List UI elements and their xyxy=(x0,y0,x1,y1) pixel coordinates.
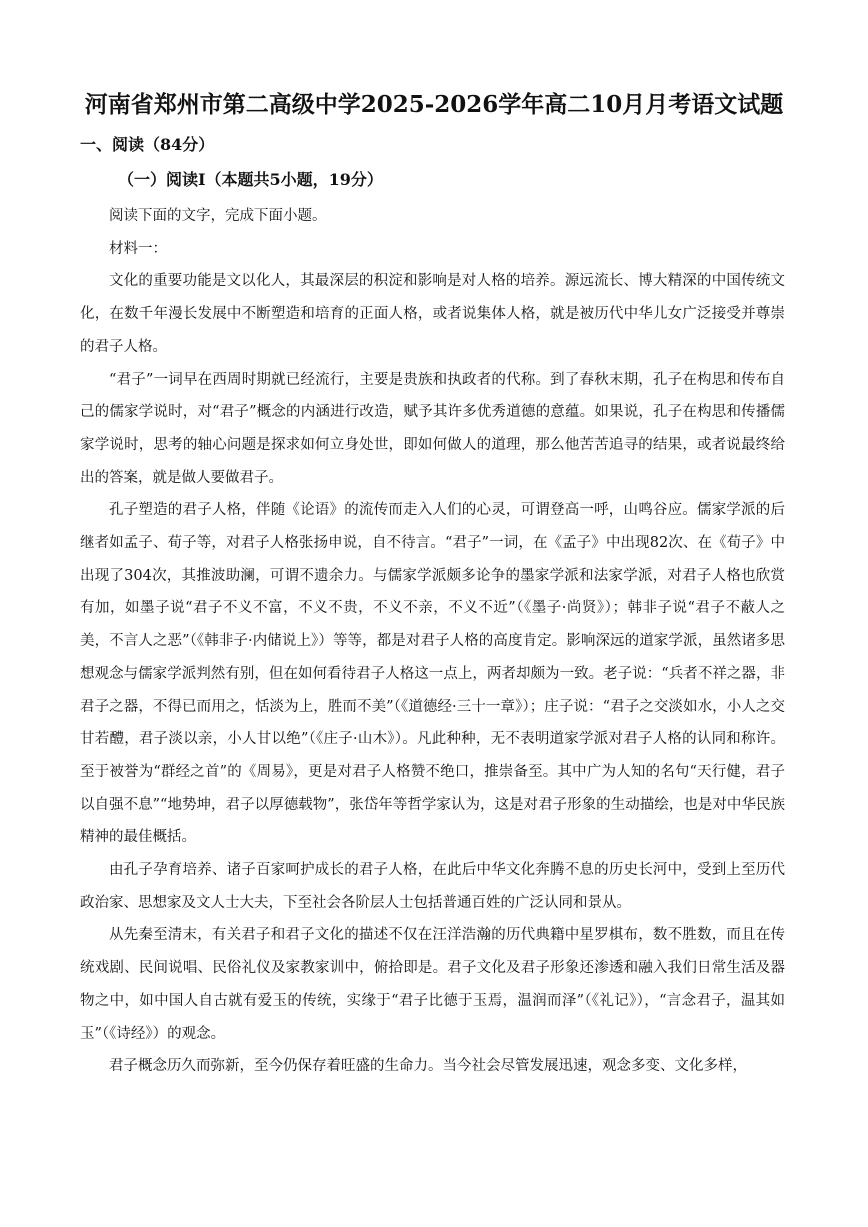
paragraph-6: 君子概念历久而弥新，至今仍保存着旺盛的生命力。当今社会尽管发展迅速，观念多变、文化多样， xyxy=(109,1058,747,1075)
paragraph-1: 文化的重要功能是文以化人，其最深层的积淀和影响是对人格的培养。源远流长、博大精深的中国传统文化，在数千年漫长发展中不断塑造和培育的正面人格，或者说集体人格，就是被历代中华儿女广泛接受并尊崇的君子人格。 xyxy=(80,273,785,355)
paragraph-3: 孔子塑造的君子人格，伴随《论语》的流传而走入人们的心灵，可谓登高一呼，山鸣谷应。儒家学派的后继者如孟子、荀子等，对君子人格张扬申说，自不待言。“君子”一词，在《孟子》中出现82次、在《荀子》中出现了304次，其推波助澜，可谓不遗余力。与儒家学派颇多论争的墨家学派和法家学派，对君子人格也欣赏有加，如墨子说“君子不义不富，不义不贵，不义不亲，不义不近”（《墨子·尚贤》）；韩非子说“君子不蔽人之美，不言人之恶”（《韩非子·内储说上》）等等，都是对君子人格的高度肯定。影响深远的道家学派，虽然诸多思想观念与儒家学派判然有别，但在如何看待君子人格这一点上，两者却颇为一致。老子说：“兵者不祥之器，非君子之器，不得已而用之，恬淡为上，胜而不美”（《道德经·三十一章》）；庄子说：“君子之交淡如水，小人之交甘若醴，君子淡以亲，小人甘以绝”（《庄子·山木》）。凡此种种，无不表明道家学派对君子人格的认同和称许。至于被誉为“群经之首”的《周易》，更是对君子人格赞不绝口，推崇备至。其中广为人知的名句“天行健，君子以自强不息”“地势坤，君子以厚德载物”，张岱年等哲学家认为，这是对君子形象的生动描绘，也是对中华民族精神的最佳概括。 xyxy=(80,502,785,846)
reading-passage xyxy=(80,200,785,1083)
section-heading: 一、阅读（84分） xyxy=(80,135,215,154)
page-title: 河南省郑州市第二高级中学2025-2026学年高二10月月考语文试题 xyxy=(84,91,784,118)
material-label: 材料一： xyxy=(109,240,167,257)
paragraph-2: “君子”一词早在西周时期就已经流行，主要是贵族和执政者的代称。到了春秋末期，孔子在构思和传布自己的儒家学说时，对“君子”概念的内涵进行改造，赋予其许多优秀道德的意蕴。如果说，孔子在构思和传播儒家学说时，思考的轴心问题是探求如何立身处世，即如何做人的道理，那么他苦苦追寻的结果，或者说最终给出的答案，就是做人要做君子。 xyxy=(80,371,785,486)
subsection-heading: （一）阅读Ⅰ（本题共5小题，19分） xyxy=(118,170,383,189)
paragraph-5: 从先秦至清末，有关君子和君子文化的描述不仅在汪洋浩瀚的历代典籍中星罗棋布，数不胜数，而且在传统戏剧、民间说唱、民俗礼仪及家教家训中，俯拾即是。君子文化及君子形象还渗透和融入我们日常生活及器物之中，如中国人自古就有爱玉的传统，实缘于“君子比德于玉焉，温润而泽”（《礼记》），“言念君子，温其如玉”（《诗经》）的观念。 xyxy=(80,927,785,1042)
instruction-text: 阅读下面的文字，完成下面小题。 xyxy=(109,208,327,224)
paragraph-4: 由孔子孕育培养、诸子百家呵护成长的君子人格，在此后中华文化奔腾不息的历史长河中，受到上至历代政治家、思想家及文人士大夫，下至社会各阶层人士包括普通百姓的广泛认同和景从。 xyxy=(80,862,785,911)
